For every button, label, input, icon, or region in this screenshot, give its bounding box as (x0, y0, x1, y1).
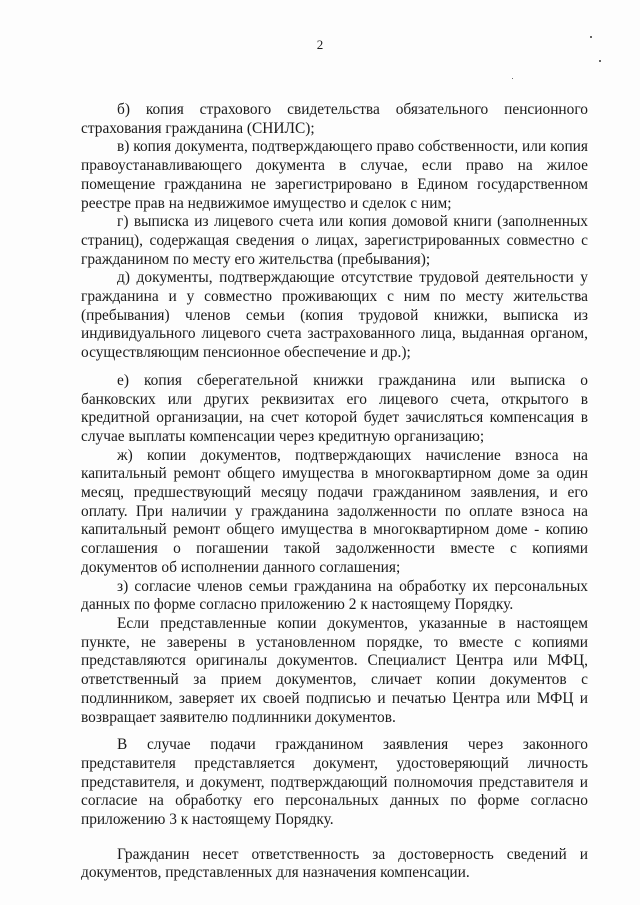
item-g-paragraph: г) выписка из лицевого счета или копия домовой книги (заполненных страниц), содержащая сведения о лицах, зарегистрированных совместно с гражданином по месту его жительства (пребывания); (81, 213, 588, 268)
document-body (81, 101, 588, 883)
item-z-paragraph: з) согласие членов семьи гражданина на обработку их персональных данных по форме согласно приложению 2 к настоящему Порядку. (81, 577, 588, 614)
scan-speck (512, 78, 513, 79)
page-number: 2 (316, 37, 324, 52)
item-v-paragraph: в) копия документа, подтверждающего право собственности, или копия правоустанавливающего документа в случае, если право на жилое помещение гражданина не зарегистрировано в Едином государственном реестре прав на недвижимое имущество и сделок с ним; (81, 138, 588, 212)
item-b-paragraph: б) копия страхового свидетельства обязательного пенсионного страхования гражданина (СНИЛС); (81, 101, 588, 137)
item-zh-paragraph: ж) копии документов, подтверждающих начисление взноса на капитальный ремонт общего имущества в многоквартирном доме за один месяц, предшествующий месяцу подачи гражданином заявления, и его оплату. При наличии у гражданина задолженности по оплате взноса на капитальный ремонт общего имущества в многоквартирном доме - копию соглашения о погашении такой задолженности вместе с копиями документов об исполнении данного соглашения; (81, 446, 588, 576)
scan-speck (590, 36, 592, 38)
item-d-paragraph: д) документы, подтверждающие отсутствие трудовой деятельности у гражданина и у совместно проживающих с ним по месту жительства (пребывания) членов семьи (копия трудовой книжки, выписка из индивидуального лицевого счета застрахованного лица, выданная органом, осуществляющим пенсионное обеспечение и др.); (81, 269, 588, 362)
copies-verification-paragraph: Если представленные копии документов, указанные в настоящем пункте, не заверены в установленном порядке, то вместе с копиями представляются оригиналы документов. Специалист Центра или МФЦ, ответственный за прием документов, сличает копии документов с подлинником, заверяет их своей подписью и печатью Центра или МФЦ и возвращает заявителю подлинники документов. (81, 614, 588, 726)
responsibility-paragraph: Гражданин несет ответственность за достоверность сведений и документов, представленных для назначения компенсации. (81, 845, 588, 882)
scan-speck (599, 60, 601, 62)
item-e-paragraph: е) копия сберегательной книжки гражданина или выписка о банковских или других реквизитах его лицевого счета, открытого в кредитной организации, на счет которой будет зачисляться компенсация в случае выплаты компенсации через кредитную организацию; (81, 371, 588, 445)
legal-representative-paragraph: В случае подачи гражданином заявления через законного представителя представляется документ, удостоверяющий личность представителя, и документ, подтверждающий полномочия представителя и согласие на обработку его персональных данных по форме согласно приложению 3 к настоящему Порядку. (81, 736, 588, 829)
